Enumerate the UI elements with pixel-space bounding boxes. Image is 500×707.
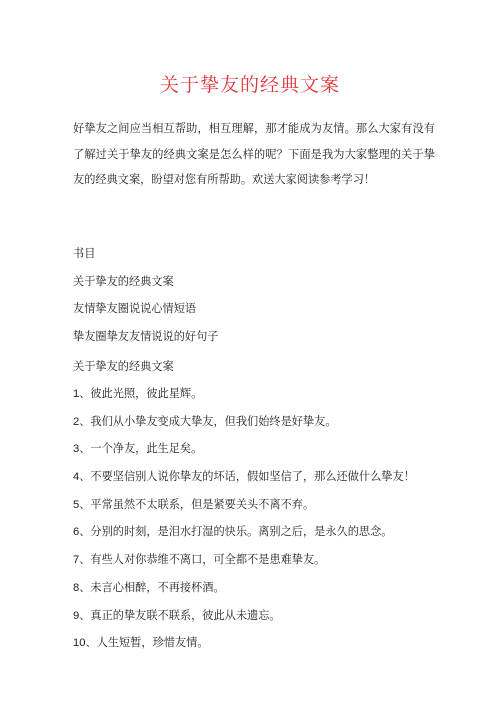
item-text: 、分别的时刻，是泪水打湿的快乐。离别之后，是永久的思念。: [79, 525, 393, 539]
item-text: 、彼此光照，彼此星辉。: [79, 387, 203, 400]
table-of-contents: [73, 247, 433, 357]
list-item: [73, 525, 433, 539]
quote-list: [73, 387, 433, 664]
item-number: 1: [73, 388, 80, 400]
toc-item: 挚友圈挚友友情说说的好句子: [73, 329, 219, 343]
item-number: 4: [73, 471, 80, 484]
item-number: 7: [73, 554, 80, 567]
intro-paragraph: 好挚友之间应当相互帮助，相互理解，那才能成为友情。那么大家有没有了解过关于挚友的经典文案是怎么样的呢？下面是我为大家整理的关于挚友的经典文案，盼望对您有所帮助。欢送大家阅读参考学习！: [73, 122, 435, 186]
list-item: [73, 553, 433, 567]
list-item: [73, 387, 433, 401]
item-text: 、人生短暂，珍惜友情。: [85, 636, 209, 650]
list-item: [73, 415, 433, 429]
list-item: [73, 636, 433, 650]
item-number: 9: [73, 609, 80, 622]
item-text: 、平常虽然不太联系，但是紧要关头不离不弃。: [79, 497, 315, 511]
item-text: 、我们从小挚友变成大挚友，但我们始终是好挚友。: [79, 414, 337, 428]
item-text: 、有些人对你恭维不离口，可全都不是患难挚友。: [79, 553, 326, 567]
item-number: 6: [73, 526, 80, 539]
item-number: 3: [73, 443, 80, 456]
item-number: 10: [73, 637, 86, 650]
document-title: 关于挚友的经典文案: [159, 74, 340, 96]
toc-item: 友情挚友圈说说心情短语: [73, 302, 197, 316]
item-text: 、一个净友，此生足矣。: [79, 442, 203, 456]
list-item: [73, 581, 433, 595]
item-text: 、不要坚信别人说你挚友的坏话，假如坚信了，那么还做什么挚友！: [79, 470, 415, 484]
list-item: [73, 609, 433, 623]
toc-heading: 书目: [73, 247, 96, 260]
item-number: 8: [73, 581, 80, 594]
item-text: 、未言心相醉，不再接杯酒。: [79, 580, 225, 594]
section-heading: 关于挚友的经典文案: [73, 360, 174, 373]
item-number: 2: [73, 415, 80, 428]
toc-item: 关于挚友的经典文案: [73, 274, 174, 288]
item-number: 5: [73, 498, 80, 511]
list-item: [73, 442, 433, 456]
list-item: [73, 498, 433, 512]
item-text: 、真正的挚友联不联系，彼此从未遗忘。: [79, 608, 281, 622]
list-item: [73, 470, 433, 484]
